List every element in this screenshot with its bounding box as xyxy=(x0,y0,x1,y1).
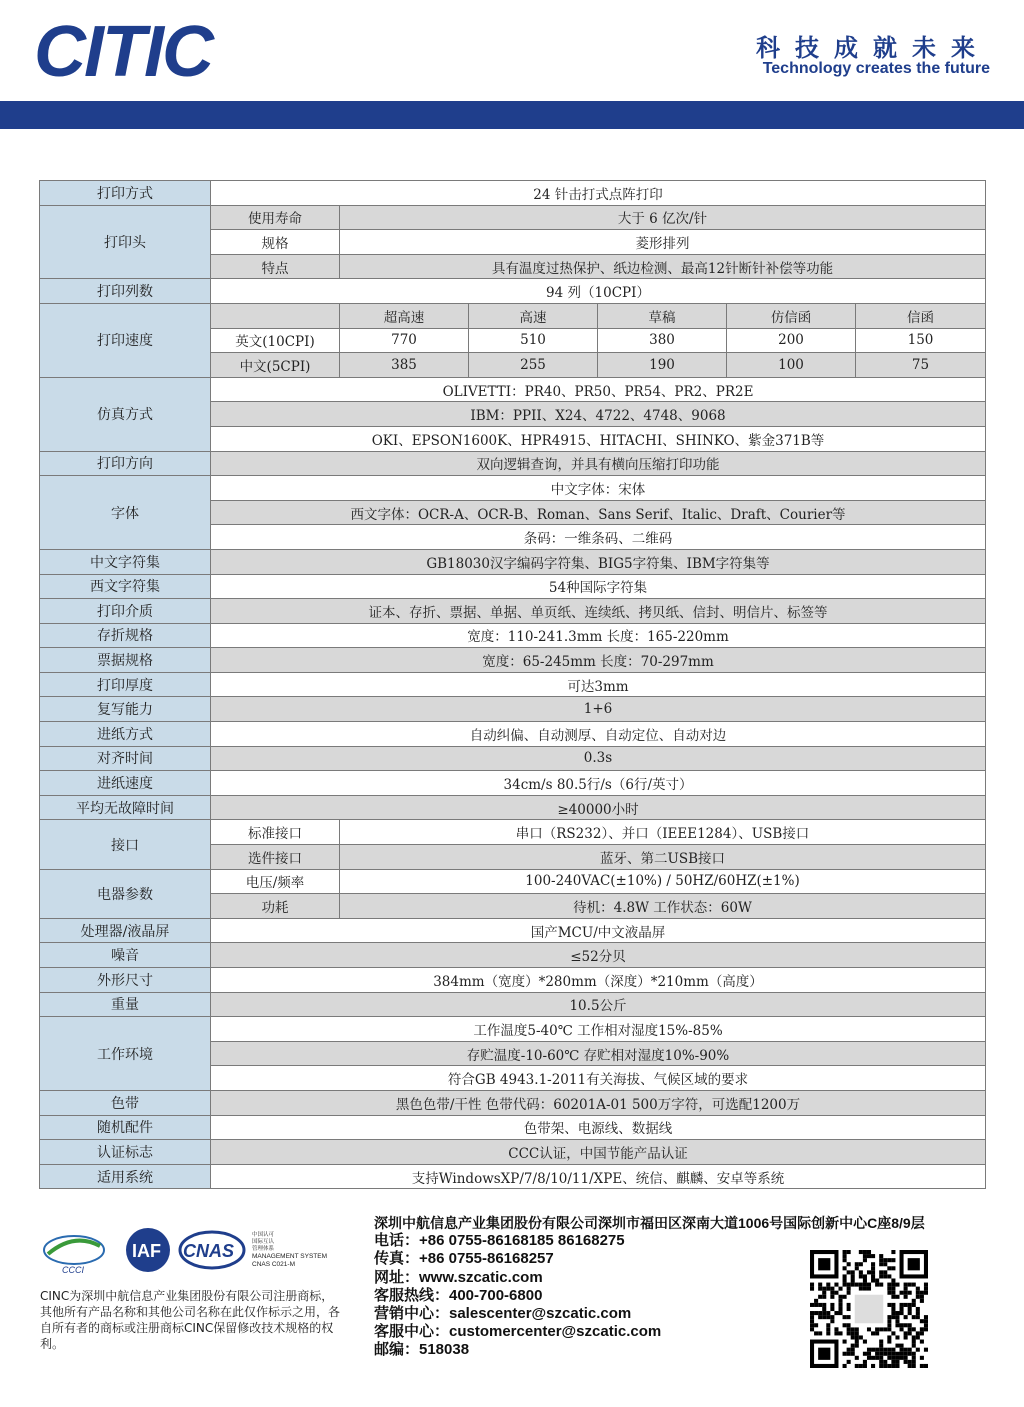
row-value: 可达3mm xyxy=(211,672,986,697)
svg-text:中国认可: 中国认可 xyxy=(252,1232,275,1238)
speed-value: 255 xyxy=(469,353,598,378)
row-value: 支持WindowsXP/7/8/10/11/XPE、统信、麒麟、安卓等系统 xyxy=(211,1164,986,1189)
row-label: 随机配件 xyxy=(40,1115,211,1140)
cnas-logo-icon xyxy=(180,1232,244,1268)
table-row xyxy=(40,549,986,574)
speed-corner xyxy=(211,303,340,328)
speed-row-label: 中文(5CPI) xyxy=(211,353,340,378)
row-label: 认证标志 xyxy=(40,1140,211,1165)
row-label: 噪音 xyxy=(40,943,211,968)
svg-text:CCCI: CCCI xyxy=(62,1265,84,1275)
row-value: 10.5公斤 xyxy=(211,992,986,1017)
row-label: 接口 xyxy=(40,820,211,869)
table-row xyxy=(40,672,986,697)
table-row xyxy=(40,992,986,1017)
table-row xyxy=(40,869,986,894)
row-label: 外形尺寸 xyxy=(40,968,211,993)
row-value: 0.3s xyxy=(211,746,986,771)
row-label: 票据规格 xyxy=(40,648,211,673)
row-label: 中文字符集 xyxy=(40,549,211,574)
speed-value: 380 xyxy=(598,328,727,353)
row-value: ≤52分贝 xyxy=(211,943,986,968)
speed-value: 150 xyxy=(856,328,986,353)
row-value: 宽度：65-245mm 长度：70-297mm xyxy=(211,648,986,673)
table-row xyxy=(40,918,986,943)
speed-value: 75 xyxy=(856,353,986,378)
sub-label: 特点 xyxy=(211,254,340,279)
table-row xyxy=(40,1090,986,1115)
row-value: OKI、EPSON1600K、HPR4915、HITACHI、SHINKO、紫金371B等 xyxy=(211,426,986,451)
table-row xyxy=(40,795,986,820)
speed-value: 200 xyxy=(727,328,856,353)
row-label: 进纸速度 xyxy=(40,771,211,796)
row-label: 重量 xyxy=(40,992,211,1017)
row-value: 1+6 xyxy=(211,697,986,722)
table-row xyxy=(40,968,986,993)
row-value: 24 针击打式点阵打印 xyxy=(211,181,986,206)
row-value: 待机：4.8W 工作状态：60W xyxy=(340,894,986,919)
svg-text:CNAS: CNAS xyxy=(183,1241,235,1261)
row-value: 34cm/s 80.5行/s（6行/英寸） xyxy=(211,771,986,796)
row-value: 中文字体：宋体 xyxy=(211,476,986,501)
table-row xyxy=(40,697,986,722)
row-value: 证本、存折、票据、单据、单页纸、连续纸、拷贝纸、信封、明信片、标签等 xyxy=(211,599,986,624)
slogan-cn: 科技成就未来 xyxy=(756,34,990,62)
row-label: 打印速度 xyxy=(40,303,211,377)
row-label: 色带 xyxy=(40,1090,211,1115)
postcode: 邮编：518038 xyxy=(374,1341,470,1359)
row-value: IBM：PPII、X24、4722、4748、9068 xyxy=(211,402,986,427)
table-row xyxy=(40,599,986,624)
row-value: 54种国际字符集 xyxy=(211,574,986,599)
sub-label: 使用寿命 xyxy=(211,205,340,230)
row-value: 100-240VAC(±10%) / 50HZ/60HZ(±1%) xyxy=(340,869,986,894)
table-row xyxy=(40,746,986,771)
speed-header: 超高速 xyxy=(340,303,469,328)
row-label: 打印方向 xyxy=(40,451,211,476)
row-label: 对齐时间 xyxy=(40,746,211,771)
row-label: 处理器/液晶屏 xyxy=(40,918,211,943)
certification-logos xyxy=(42,1228,342,1278)
company-address: 深圳中航信息产业集团股份有限公司深圳市福田区深南大道1006号国际创新中心C座8/9层 xyxy=(374,1215,925,1231)
table-row xyxy=(40,722,986,747)
table-row xyxy=(40,1140,986,1165)
table-row xyxy=(40,771,986,796)
table-row xyxy=(40,648,986,673)
row-value: 工作温度5-40℃ 工作相对湿度15%-85% xyxy=(211,1017,986,1042)
speed-header: 草稿 xyxy=(598,303,727,328)
row-value: 西文字体：OCR-A、OCR-B、Roman、Sans Serif、Italic、Draft、Courier等 xyxy=(211,500,986,525)
svg-text:管理体系: 管理体系 xyxy=(252,1246,275,1252)
speed-value: 385 xyxy=(340,353,469,378)
row-value: ≥40000小时 xyxy=(211,795,986,820)
cnas-note xyxy=(252,1230,327,1268)
speed-value: 770 xyxy=(340,328,469,353)
row-label: 打印头 xyxy=(40,205,211,279)
table-row xyxy=(40,181,986,206)
table-row xyxy=(40,820,986,845)
row-label: 平均无故障时间 xyxy=(40,795,211,820)
iaf-logo-icon xyxy=(126,1228,170,1272)
row-value: 色带架、电源线、数据线 xyxy=(211,1115,986,1140)
row-label: 仿真方式 xyxy=(40,377,211,451)
row-label: 打印方式 xyxy=(40,181,211,206)
sub-label: 电压/频率 xyxy=(211,869,340,894)
row-value: 大于 6 亿次/针 xyxy=(340,205,986,230)
logo-text: CITIC xyxy=(34,18,212,84)
speed-header: 仿信函 xyxy=(727,303,856,328)
row-value: 94 列（10CPI） xyxy=(211,279,986,304)
row-value: OLIVETTI：PR40、PR50、PR54、PR2、PR2E xyxy=(211,377,986,402)
fax: 传真：+86 0755-86168257 xyxy=(374,1250,554,1268)
row-label: 打印列数 xyxy=(40,279,211,304)
svg-text:IAF: IAF xyxy=(132,1241,161,1261)
row-label: 存折规格 xyxy=(40,623,211,648)
website-link[interactable]: 网址：www.szcatic.com xyxy=(374,1268,543,1286)
row-value: 384mm（宽度）*280mm（深度）*210mm（高度） xyxy=(211,968,986,993)
phone: 电话：+86 0755-86168185 86168275 xyxy=(374,1232,625,1250)
sub-label: 规格 xyxy=(211,230,340,255)
svg-text:MANAGEMENT SYSTEM: MANAGEMENT SYSTEM xyxy=(252,1253,328,1260)
table-row xyxy=(40,205,986,230)
table-row xyxy=(40,1115,986,1140)
row-value: 菱形排列 xyxy=(340,230,986,255)
row-value: 具有温度过热保护、纸边检测、最高12针断针补偿等功能 xyxy=(340,254,986,279)
sales-email-link[interactable]: 营销中心：salescenter@szcatic.com xyxy=(374,1305,632,1323)
sub-label: 标准接口 xyxy=(211,820,340,845)
slogan-en: Technology creates the future xyxy=(762,60,990,77)
table-row xyxy=(40,943,986,968)
row-value: 宽度：110-241.3mm 长度：165-220mm xyxy=(211,623,986,648)
row-label: 打印介质 xyxy=(40,599,211,624)
speed-value: 190 xyxy=(598,353,727,378)
row-value: 双向逻辑查询，并具有横向压缩打印功能 xyxy=(211,451,986,476)
row-label: 字体 xyxy=(40,476,211,550)
ccci-logo-icon xyxy=(44,1236,104,1275)
table-row xyxy=(40,574,986,599)
speed-value: 510 xyxy=(469,328,598,353)
table-row xyxy=(40,279,986,304)
table-row xyxy=(40,623,986,648)
table-row xyxy=(40,476,986,501)
speed-header: 信函 xyxy=(856,303,986,328)
row-label: 工作环境 xyxy=(40,1017,211,1091)
svg-text:国际互认: 国际互认 xyxy=(252,1239,275,1245)
row-value: GB18030汉字编码字符集、BIG5字符集、IBM字符集等 xyxy=(211,549,986,574)
svg-text:CNAS C021-M: CNAS C021-M xyxy=(252,1261,295,1268)
header-band xyxy=(0,101,1024,129)
table-row xyxy=(40,303,986,328)
table-row xyxy=(40,377,986,402)
row-label: 电器参数 xyxy=(40,869,211,918)
speed-row-label: 英文(10CPI) xyxy=(211,328,340,353)
row-value: 符合GB 4943.1-2011有关海拔、气候区域的要求 xyxy=(211,1066,986,1091)
row-value: 串口（RS232）、并口（IEEE1284）、USB接口 xyxy=(340,820,986,845)
row-label: 复写能力 xyxy=(40,697,211,722)
trademark-notice: CINC为深圳中航信息产业集团股份有限公司注册商标，其他所有产品名称和其他公司名称在此仅作标示之用，各自所有者的商标或注册商标CINC保留修改技术规格的权利。 xyxy=(40,1289,341,1351)
sub-label: 功耗 xyxy=(211,894,340,919)
row-value: 条码：一维条码、二维码 xyxy=(211,525,986,550)
table-row xyxy=(40,1164,986,1189)
row-value: 蓝牙、第二USB接口 xyxy=(340,845,986,870)
row-label: 西文字符集 xyxy=(40,574,211,599)
sub-label: 选件接口 xyxy=(211,845,340,870)
row-value: 黑色色带/干性 色带代码：60201A-01 500万字符，可选配1200万 xyxy=(211,1090,986,1115)
row-label: 打印厚度 xyxy=(40,672,211,697)
row-value: 存贮温度-10-60℃ 存贮相对湿度10%-90% xyxy=(211,1041,986,1066)
page-header xyxy=(0,0,1024,130)
spec-table xyxy=(39,180,986,1189)
table-row xyxy=(40,1017,986,1042)
row-value: CCC认证，中国节能产品认证 xyxy=(211,1140,986,1165)
row-value: 自动纠偏、自动测厚、自动定位、自动对边 xyxy=(211,722,986,747)
service-hotline: 客服热线：400-700-6800 xyxy=(374,1286,543,1304)
citic-logo xyxy=(34,18,249,84)
row-label: 进纸方式 xyxy=(40,722,211,747)
row-value: 国产MCU/中文液晶屏 xyxy=(211,918,986,943)
qr-code-icon xyxy=(810,1250,928,1368)
row-label: 适用系统 xyxy=(40,1164,211,1189)
support-email-link[interactable]: 客服中心：customercenter@szcatic.com xyxy=(374,1323,662,1341)
speed-value: 100 xyxy=(727,353,856,378)
speed-header: 高速 xyxy=(469,303,598,328)
table-row xyxy=(40,451,986,476)
